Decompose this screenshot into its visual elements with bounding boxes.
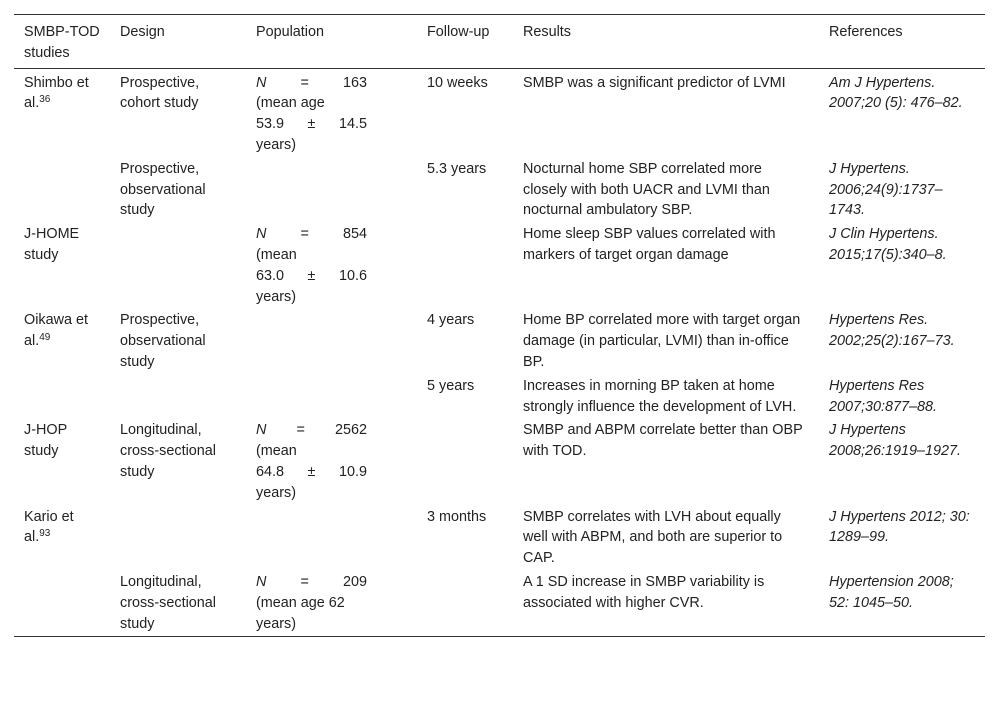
citation-superscript: 49 [39,332,51,344]
n-symbol: N [256,74,267,91]
cell-population [246,417,417,503]
cell-design: Prospective, cohort study [120,74,200,112]
study-name: J-HOME study [24,226,80,263]
table-row [14,569,985,637]
cell-results: Increases in morning BP taken at home strongly influence the development of LVH. [523,377,797,415]
cell-population [246,68,417,156]
cell-results: Home sleep SBP values correlated with markers of target organ damage [523,226,776,263]
cell-results: Home BP correlated more with target organ damage (in particular, LVMI) than in-office BP. [523,312,801,370]
mean-label: (mean age 62 [256,594,345,611]
cell-results: A 1 SD increase in SMBP variability is associated with higher CVR. [523,573,765,611]
plus-minus-symbol: ± [307,116,316,133]
cell-population [246,307,417,372]
population-detail [256,224,407,307]
population-suffix: years) [256,484,296,501]
cell-study [14,307,110,372]
studies-table-container [14,14,985,637]
cell-study [14,373,110,418]
cell-design: Prospective, observational study [120,160,206,219]
cell-reference: Am J Hypertens. 2007;20 (5): 476–82. [829,74,963,112]
cell-reference: J Hypertens. 2006;24(9):1737–1743. [829,160,943,219]
cell-reference: Hypertension 2008; 52: 1045–50. [829,573,954,611]
mean-sd-line [256,114,367,135]
population-detail [256,420,407,503]
header-population: Population [256,24,325,40]
cell-study [14,504,110,569]
mean-value: 63.0 [256,267,285,284]
sd-value: 14.5 [338,116,367,133]
cell-results: SMBP and ABPM correlate better than OBP with TOD. [523,422,803,460]
header-results: Results [523,24,571,40]
cell-population [246,569,417,637]
study-name: J-HOP study [24,422,67,460]
table-row [14,373,985,418]
cell-follow-up: 3 months [427,508,487,525]
plus-minus-symbol: ± [307,463,316,480]
cell-follow-up: 4 years [427,312,475,329]
cell-reference: J Clin Hypertens. 2015;17(5):340–8. [829,226,947,263]
cell-study [14,417,110,503]
cell-follow-up: 10 weeks [427,74,488,91]
equals-symbol: = [300,573,309,590]
mean-sd-line [256,266,367,287]
mean-label: (mean [256,443,297,460]
cell-follow-up [417,417,513,503]
cell-follow-up [417,569,513,637]
cell-results: SMBP was a significant predictor of LVMI [523,74,786,91]
header-references: References [829,24,903,40]
population-suffix: years) [256,615,296,632]
mean-label: (mean [256,246,297,263]
table-row [14,68,985,156]
mean-value: 64.8 [256,463,285,480]
study-name: Oikawa et al. [24,312,88,350]
n-symbol: N [256,422,267,439]
cell-reference: J Hypertens 2012; 30: 1289–99. [829,508,970,546]
study-name: Shimbo et al. [24,74,89,112]
population-suffix: years) [256,288,296,305]
cell-design: Longitudinal, cross-sectional study [120,573,216,632]
sd-value: 10.6 [338,267,367,284]
cell-reference: Hypertens Res. 2002;25(2):167–73. [829,312,955,350]
citation-superscript: 93 [39,528,51,540]
cell-design [110,373,246,418]
cell-design [110,221,246,307]
equals-symbol: = [300,226,309,243]
table-row [14,156,985,221]
cell-study [14,156,110,221]
cell-population [246,504,417,569]
cell-design: Prospective, observational study [120,312,206,370]
cell-results: SMBP correlates with LVH about equally well with ABPM, and both are superior to CAP. [523,508,783,567]
plus-minus-symbol: ± [307,267,316,284]
sample-size-value: 209 [342,573,367,590]
cell-study [14,68,110,156]
header-design: Design [120,24,165,40]
sample-size-line [256,420,367,441]
cell-study [14,221,110,307]
population-detail [256,572,407,634]
cell-follow-up [417,221,513,307]
table-header-row [14,15,985,69]
table-row [14,307,985,372]
equals-symbol: = [300,74,309,91]
sample-size-value: 163 [342,74,367,91]
cell-follow-up: 5.3 years [427,160,487,177]
study-name: Kario et al. [24,508,74,546]
cell-study [14,569,110,637]
citation-superscript: 36 [39,94,51,106]
mean-sd-line [256,462,367,483]
cell-reference: Hypertens Res 2007;30:877–88. [829,377,938,415]
cell-reference: J Hypertens 2008;26:1919–1927. [829,422,962,460]
sample-size-value: 2562 [334,422,367,439]
sd-value: 10.9 [338,463,367,480]
table-row [14,221,985,307]
mean-value: 53.9 [256,116,285,133]
equals-symbol: = [296,422,305,439]
cell-population [246,221,417,307]
n-symbol: N [256,226,267,243]
header-studies: SMBP-TOD studies [24,24,100,61]
header-follow-up: Follow-up [427,24,490,40]
cell-population [246,156,417,221]
cell-follow-up: 5 years [427,377,475,394]
sample-size-value: 854 [342,226,367,243]
mean-label: (mean age [256,95,325,112]
population-detail [256,73,407,156]
cell-population [246,373,417,418]
smbp-tod-studies-table [14,14,985,637]
cell-design [110,504,246,569]
sample-size-line [256,224,367,245]
sample-size-line [256,73,367,94]
table-row [14,417,985,503]
n-symbol: N [256,573,267,590]
sample-size-line [256,572,367,593]
cell-design: Longitudinal, cross-sectional study [120,422,216,480]
table-row [14,504,985,569]
population-suffix: years) [256,136,296,153]
cell-results: Nocturnal home SBP correlated more closely with both UACR and LVMI than nocturnal ambulatory SBP. [523,160,770,219]
table-body [14,68,985,637]
